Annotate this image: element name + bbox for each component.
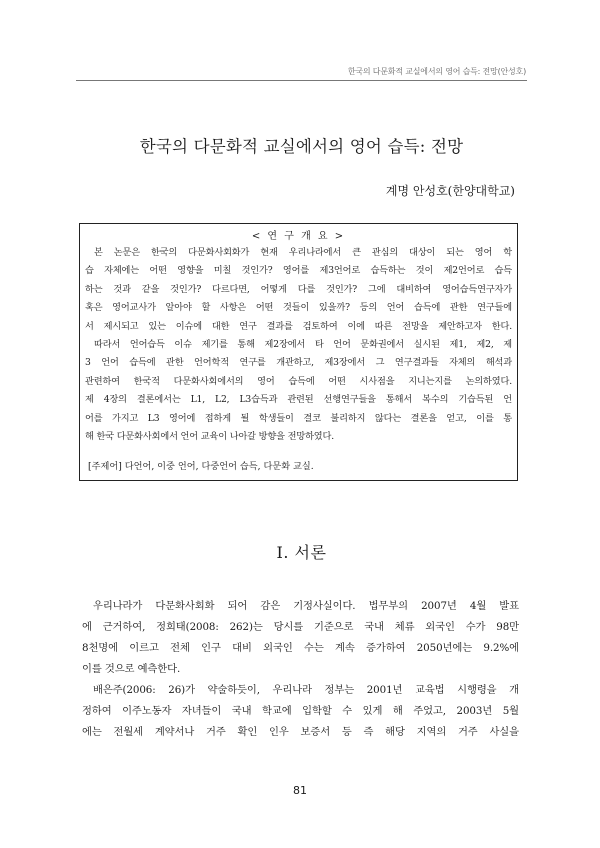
- body-line: 에는 전월세 계약서나 거주 확인 인우 보증서 등 즉 해당 지역의 거주 사실을: [82, 726, 519, 738]
- abstract-box: [79, 223, 518, 481]
- body-text: [82, 596, 519, 743]
- abstract-line: 서 제시되고 있는 이슈에 대한 연구 결과를 검토하여 이에 따른 전망을 제안하고자 한다.: [85, 320, 512, 332]
- abstract-line: 제 4장의 결론에서는 L1, L2, L3습득과 관련된 선행연구들을 통해서 복수의 기습득된 언: [85, 394, 512, 406]
- body-line: 우리나라가 다문화사회화 되어 감은 기정사실이다. 법무부의 2007년 4월 발표: [93, 600, 519, 612]
- abstract-line: 관련하여 한국적 다문화사회에서의 영어 습득에 어떤 시사점을 지니는지를 논의하였다.: [85, 375, 512, 387]
- abstract-line: 혹은 영어교사가 알아야 할 사항은 어떤 것들이 있을까? 등의 언어 습득에 관한 연구들에: [85, 302, 512, 314]
- section-heading: Ⅰ. 서론: [276, 543, 327, 562]
- body-line: 이를 것으로 예측한다.: [82, 663, 181, 675]
- abstract-body: [85, 244, 512, 446]
- body-line: 8천명에 이르고 전체 인구 대비 외국인 수는 계속 증가하여 2050년에는 9.2%에: [82, 642, 519, 654]
- abstract-line: 해 한국 다문화사회에서 언어 교육이 나아갈 방향을 전망하였다.: [85, 430, 335, 442]
- keywords: [주제어] 다언어, 이중 언어, 다중언어 습득, 다문화 교실.: [88, 461, 314, 472]
- abstract-line: 따라서 언어습득 이슈 제기를 통해 제2장에서 타 언어 문화권에서 실시된 제1, 제2, 제: [94, 338, 512, 350]
- abstract-line: 어를 가지고 L3 영어에 접하게 될 학생들이 결코 불리하지 않다는 결론을 얻고, 이를 통: [85, 412, 512, 424]
- abstract-heading: < 연 구 개 요 >: [251, 231, 346, 242]
- abstract-line: 습 자체에는 어떤 영향을 미칠 것인가? 영어를 제3언어로 습득하는 것이 제2언어로 습득: [85, 265, 512, 277]
- body-line: 정하여 이주노동자 자녀들이 국내 학교에 입학할 수 있게 해 주었고, 2003년 5월: [82, 705, 519, 717]
- header-rule: [76, 80, 527, 81]
- page-number: 81: [293, 784, 307, 797]
- paper-title: 한국의 다문화적 교실에서의 영어 습득: 전망: [139, 137, 464, 156]
- abstract-line: 하는 것과 같을 것인가? 다르다면, 어떻게 다를 것인가? 그에 대비하여 영어습득연구자가: [85, 283, 512, 295]
- body-line: 배은주(2006: 26)가 약술하듯이, 우리나라 정부는 2001년 교육법 시행령을 개: [93, 684, 519, 696]
- body-line: 에 근거하여, 정희태(2008: 262)는 당시를 기준으로 국내 체류 외국인 수가 98만: [82, 621, 519, 633]
- abstract-line: 3 언어 습득에 관한 언어학적 연구를 개관하고, 제3장에서 그 연구결과들 자체의 해석과: [85, 357, 512, 369]
- abstract-line: 본 논문은 한국의 다문화사회화가 현재 우리나라에서 큰 관심의 대상이 되는 영어 학: [94, 247, 512, 258]
- author-line: 계명 안성호(한양대학교): [385, 184, 515, 198]
- running-head: 한국의 다문화적 교실에서의 영어 습득: 전망(안성호): [347, 67, 526, 76]
